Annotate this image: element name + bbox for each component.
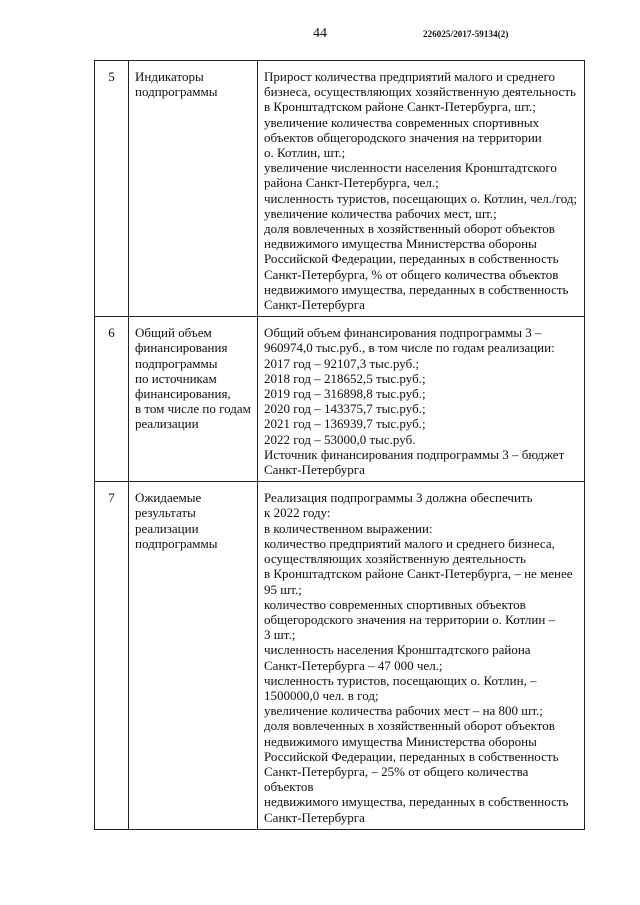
row-content-line: увеличение численности населения Кронштадтского [264,160,557,176]
row-content-line: в Кронштадтском районе Санкт-Петербурга, – не менее [264,566,573,582]
row-content-line: увеличение количества рабочих мест – на 800 шт.; [264,703,543,719]
row-content-line: количество предприятий малого и среднего бизнеса, [264,535,555,551]
row-content-line: 95 шт.; [264,581,302,597]
row-content-line: к 2022 году: [264,505,331,521]
row-content-line: доля вовлеченных в хозяйственный оборот объектов [264,718,555,734]
row-title-line: подпрограммы [135,535,218,551]
row-content-line: количество современных спортивных объектов [264,596,526,612]
document-code: 226025/2017-59134(2) [423,29,509,39]
row-title-line: Общий объем [135,325,212,341]
row-content-line: 2017 год – 92107,3 тыс.руб.; [264,355,420,371]
row-content-line: Источник финансирования подпрограммы 3 – бюджет [264,446,565,462]
row-content-line: в Кронштадтском районе Санкт-Петербурга, шт.; [264,99,536,115]
row-content-line: недвижимого имущества Министерства обороны [264,236,537,252]
table-row [95,317,585,482]
row-title-line: реализации [135,416,199,432]
row-content-line: Санкт-Петербурга, – 25% от общего количества объектов [264,763,529,795]
row-title-cell [129,317,258,482]
row-title-cell [129,61,258,317]
row-content-line: о. Котлин, шт.; [264,145,346,161]
row-content-line: увеличение количества рабочих мест, шт.; [264,205,497,221]
row-title-line: подпрограммы [135,355,218,371]
subprogram-passport-table [94,60,585,830]
row-number: 6 [95,317,129,482]
row-content-line: Российской Федерации, переданных в собственность [264,251,559,267]
row-title-line: финансирования [135,340,228,356]
row-content-cell [258,61,585,317]
row-content-line: Реализация подпрограммы 3 должна обеспечить [264,490,533,506]
row-content-line: Прирост количества предприятий малого и среднего [264,69,555,84]
row-content-line: 2019 год – 316898,8 тыс.руб.; [264,386,426,402]
row-content-line: увеличение количества современных спортивных [264,114,540,130]
row-content-line: 1500000,0 чел. в год; [264,687,379,703]
row-title-line: Ожидаемые [135,490,202,506]
row-content-line: Общий объем финансирования подпрограммы 3 – [264,325,542,341]
row-content-line: 2021 год – 136939,7 тыс.руб.; [264,416,426,432]
row-content-line: 2022 год – 53000,0 тыс.руб. [264,431,416,447]
row-content-line: района Санкт-Петербурга, чел.; [264,175,439,191]
row-content-line: 2020 год – 143375,7 тыс.руб.; [264,401,426,417]
row-title-line: подпрограммы [135,84,218,100]
table-body [95,61,585,830]
row-content-line: Российской Федерации, переданных в собственность [264,748,559,764]
row-number: 5 [95,61,129,317]
row-content-line: Санкт-Петербурга [264,297,365,313]
row-content-line: численность туристов, посещающих о. Котлин, чел./год; [264,190,578,206]
row-content-line: в количественном выражении: [264,520,433,536]
row-title-line: финансирования, [135,386,231,402]
row-content-line: Санкт-Петербурга – 47 000 чел.; [264,657,443,673]
row-content-line: осуществляющих хозяйственную деятельность [264,551,526,567]
page-number: 44 [313,26,327,41]
row-content-line: недвижимого имущества, переданных в собственность [264,281,569,297]
row-title-line: по источникам [135,370,217,386]
row-content-cell [258,317,585,482]
row-content-line: общегородского значения на территории о. Котлин – [264,611,556,627]
row-content-cell [258,482,585,829]
row-title-cell [129,482,258,829]
row-content-line: численность населения Кронштадтского района [264,642,531,658]
row-title-line: реализации [135,520,199,536]
row-content-line: Санкт-Петербурга, % от общего количества объектов [264,266,559,282]
row-content-line: 3 шт.; [264,627,296,643]
row-content-line: 960974,0 тыс.руб., в том числе по годам реализации: [264,340,555,356]
row-content-line: Санкт-Петербурга [264,809,365,825]
table-row [95,61,585,317]
row-content-line: объектов общегородского значения на территории [264,129,542,145]
row-content-line: 2018 год – 218652,5 тыс.руб.; [264,370,426,386]
row-content-line: Санкт-Петербурга [264,462,365,478]
row-content-line: численность туристов, посещающих о. Котлин, – [264,672,537,688]
row-content-line: недвижимого имущества, переданных в собственность [264,794,569,810]
row-number: 7 [95,482,129,829]
row-content-line: доля вовлеченных в хозяйственный оборот объектов [264,221,555,237]
row-title-line: Индикаторы [135,69,204,84]
row-content-line: бизнеса, осуществляющих хозяйственную деятельность [264,84,576,100]
row-title-line: в том числе по годам [135,401,251,417]
row-title-line: результаты [135,505,196,521]
table-row [95,482,585,829]
row-content-line: недвижимого имущества Министерства обороны [264,733,537,749]
